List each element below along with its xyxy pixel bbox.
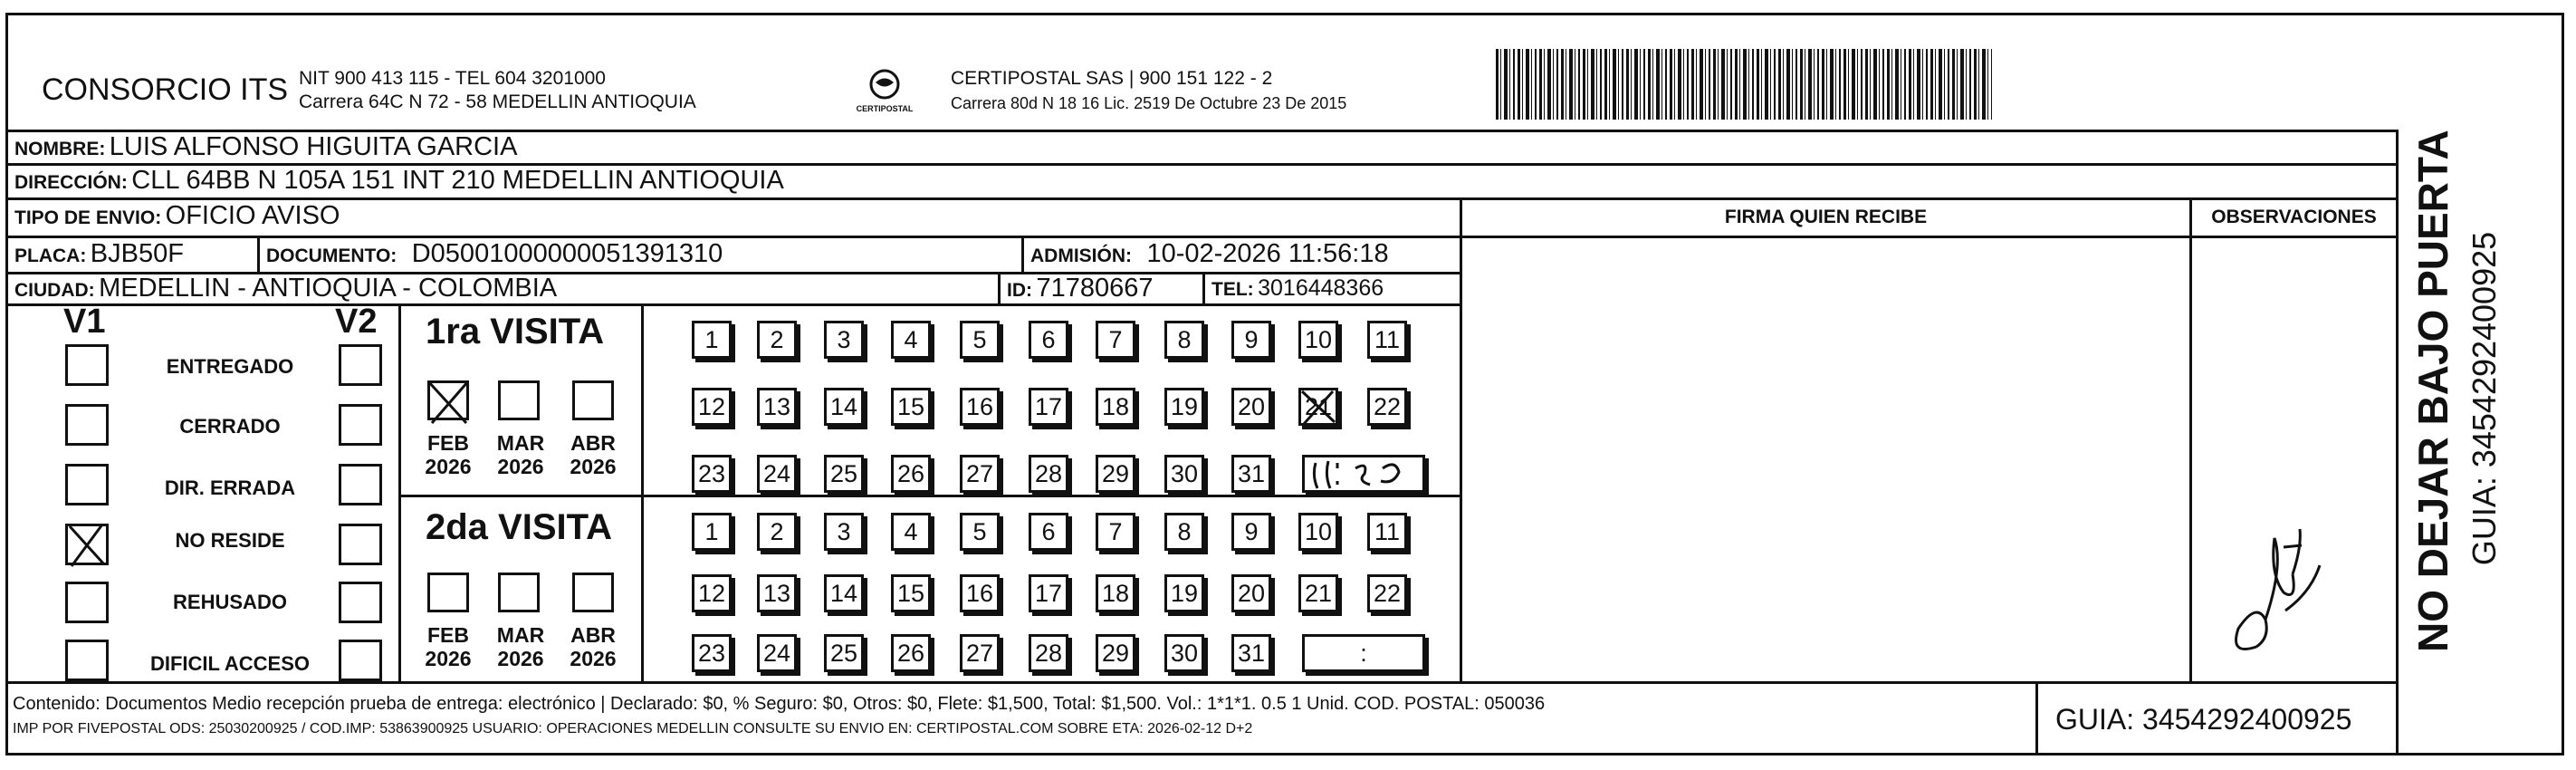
footer-line1: Contenido: Documentos Medio recepción prueba de entrega: electrónico | Declarado: $0, % Seguro: $0, Otros: $0, Flete: $1,500, Total: $1,500. Vol.: 1*1*1. 0.5 1 Unid. COD. POSTAL: 050036: [13, 694, 1546, 714]
company-name: CONSORCIO ITS: [42, 72, 289, 107]
v2-day-1[interactable]: 1: [692, 513, 732, 551]
status-dificil-acceso: DIFICIL ACCESO: [149, 652, 310, 675]
status-no-reside: NO RESIDE: [175, 529, 285, 552]
v1-month-feb: [417, 431, 480, 478]
v1-day-28[interactable]: 28: [1029, 455, 1068, 493]
v1-time-box[interactable]: [1302, 455, 1425, 493]
v1-day-4[interactable]: 4: [891, 321, 931, 359]
v1-feb-checkbox[interactable]: [427, 380, 469, 420]
v1-rehusado-checkbox[interactable]: [65, 582, 109, 623]
v1-day-10[interactable]: 10: [1298, 321, 1338, 359]
v2-day-6[interactable]: 6: [1029, 513, 1068, 551]
v2-day-26[interactable]: 26: [891, 634, 931, 672]
v1-day-19[interactable]: 19: [1164, 388, 1204, 426]
v1-day-15[interactable]: 15: [891, 388, 931, 426]
type-label: TIPO DE ENVIO:: [14, 207, 162, 228]
rule: [998, 272, 1001, 303]
month-label: FEB: [427, 431, 469, 455]
v2-dir-errada-checkbox[interactable]: [339, 464, 382, 505]
v1-mar-checkbox[interactable]: [498, 380, 540, 420]
v2-day-13[interactable]: 13: [757, 574, 797, 612]
v1-day-3[interactable]: 3: [824, 321, 864, 359]
v1-cerrado-checkbox[interactable]: [65, 404, 109, 446]
rule: [257, 236, 260, 272]
rule: [1202, 272, 1205, 303]
v2-day-21[interactable]: 21: [1298, 574, 1338, 612]
rule: [398, 303, 401, 681]
rule: [2189, 197, 2192, 681]
tel-row: [1211, 275, 1384, 302]
v1-day-22[interactable]: 22: [1367, 388, 1407, 426]
footer-line2: IMP POR FIVEPOSTAL ODS: 25030200925 / COD.IMP: 53863900925 USUARIO: OPERACIONES MEDELLIN CONSULTE SU ENVIO EN: CERTIPOSTAL.COM SOBRE ETA: 2026-02-12 D+2: [13, 721, 1253, 736]
v1-day-5[interactable]: 5: [960, 321, 1000, 359]
check-x-icon: [1298, 388, 1338, 426]
month-label: ABR: [570, 623, 616, 647]
name-label: NOMBRE:: [14, 139, 106, 159]
second-visit-title: 2da VISITA: [426, 507, 612, 547]
v2-day-12[interactable]: 12: [692, 574, 732, 612]
v2-day-31[interactable]: 31: [1231, 634, 1271, 672]
carrier-line1: CERTIPOSTAL SAS | 900 151 122 - 2: [951, 68, 1273, 89]
status-dir-errada: DIR. ERRADA: [164, 476, 296, 499]
v1-day-6[interactable]: 6: [1029, 321, 1068, 359]
year-label: 2026: [570, 647, 617, 670]
rule: [2396, 130, 2399, 756]
rule: [5, 197, 2396, 200]
v2-header: V2: [335, 303, 378, 341]
address-row: [14, 166, 784, 196]
v1-day-24[interactable]: 24: [757, 455, 797, 493]
v2-dificil-acceso-checkbox[interactable]: [339, 640, 382, 681]
rule: [1021, 236, 1024, 272]
document-row: [266, 239, 723, 269]
v2-day-8[interactable]: 8: [1164, 513, 1204, 551]
admission-row: [1030, 239, 1389, 269]
v2-day-25[interactable]: 25: [824, 634, 864, 672]
name-value: LUIS ALFONSO HIGUITA GARCIA: [109, 132, 518, 161]
v1-month-abr: [561, 431, 625, 478]
v2-day-7[interactable]: 7: [1096, 513, 1135, 551]
side-warning: NO DEJAR BAJO PUERTA: [2409, 130, 2456, 652]
v2-day-24[interactable]: 24: [757, 634, 797, 672]
v1-day-20[interactable]: 20: [1231, 388, 1271, 426]
first-visit-title: 1ra VISITA: [426, 312, 605, 351]
v2-no-reside-checkbox[interactable]: [339, 524, 382, 565]
v2-day-9[interactable]: 9: [1231, 513, 1271, 551]
v1-header: V1: [63, 303, 106, 341]
year-label: 2026: [425, 647, 472, 670]
side-warning-wrap: [2401, 130, 2465, 652]
id-label: ID:: [1007, 280, 1032, 301]
id-row: [1007, 274, 1153, 303]
v1-day-21[interactable]: 21: [1298, 388, 1338, 426]
v2-day-29[interactable]: 29: [1096, 634, 1135, 672]
v1-day-27[interactable]: 27: [960, 455, 1000, 493]
v2-day-27[interactable]: 27: [960, 634, 1000, 672]
v1-day-18[interactable]: 18: [1096, 388, 1135, 426]
v2-day-17[interactable]: 17: [1029, 574, 1068, 612]
v1-day-1[interactable]: 1: [692, 321, 732, 359]
v1-day-17[interactable]: 17: [1029, 388, 1068, 426]
plate-label: PLACA:: [14, 245, 87, 266]
v2-day-2[interactable]: 2: [757, 513, 797, 551]
year-label: 2026: [570, 455, 617, 478]
v2-day-20[interactable]: 20: [1231, 574, 1271, 612]
rule: [5, 236, 2396, 238]
v2-day-5[interactable]: 5: [960, 513, 1000, 551]
name-row: [14, 132, 517, 162]
handwritten-time-icon: [1305, 457, 1422, 492]
check-x-icon: [425, 378, 475, 427]
v2-day-14[interactable]: 14: [824, 574, 864, 612]
plate-value: BJB50F: [90, 239, 184, 268]
address-value: CLL 64BB N 105A 151 INT 210 MEDELLIN ANTIOQUIA: [131, 166, 784, 195]
v2-cerrado-checkbox[interactable]: [339, 404, 382, 446]
tel-label: TEL:: [1211, 279, 1254, 300]
v1-day-31[interactable]: 31: [1231, 455, 1271, 493]
v2-rehusado-checkbox[interactable]: [339, 582, 382, 623]
plate-row: [14, 239, 184, 269]
v1-day-23[interactable]: 23: [692, 455, 732, 493]
v1-day-12[interactable]: 12: [692, 388, 732, 426]
v2-feb-checkbox[interactable]: [427, 573, 469, 612]
v1-day-30[interactable]: 30: [1164, 455, 1204, 493]
v1-day-9[interactable]: 9: [1231, 321, 1271, 359]
v1-day-2[interactable]: 2: [757, 321, 797, 359]
v1-day-25[interactable]: 25: [824, 455, 864, 493]
year-label: 2026: [497, 455, 544, 478]
v1-entregado-checkbox[interactable]: [65, 344, 109, 386]
month-label: ABR: [570, 431, 616, 455]
v1-day-16[interactable]: 16: [960, 388, 1000, 426]
type-row: [14, 201, 340, 231]
v2-mar-checkbox[interactable]: [498, 573, 540, 612]
v2-entregado-checkbox[interactable]: [339, 344, 382, 386]
company-line2: Carrera 64C N 72 - 58 MEDELLIN ANTIOQUIA: [299, 91, 696, 112]
v1-day-8[interactable]: 8: [1164, 321, 1204, 359]
v1-day-26[interactable]: 26: [891, 455, 931, 493]
certipostal-logo: [855, 69, 915, 113]
status-entregado: ENTREGADO: [166, 355, 294, 378]
v1-abr-checkbox[interactable]: [572, 380, 614, 420]
rule: [1460, 197, 1462, 681]
v2-day-23[interactable]: 23: [692, 634, 732, 672]
city-label: CIUDAD:: [14, 280, 95, 301]
v2-day-30[interactable]: 30: [1164, 634, 1204, 672]
rule: [398, 495, 1461, 497]
v2-day-4[interactable]: 4: [891, 513, 931, 551]
side-guide-wrap: [2465, 163, 2504, 634]
v2-day-3[interactable]: 3: [824, 513, 864, 551]
status-cerrado: CERRADO: [179, 415, 281, 438]
observations-signature-icon: [2220, 511, 2329, 665]
logo-text: CERTIPOSTAL: [856, 104, 914, 113]
city-value: MEDELLIN - ANTIOQUIA - COLOMBIA: [99, 274, 558, 303]
rule: [2035, 681, 2038, 756]
year-label: 2026: [425, 455, 472, 478]
rule: [641, 303, 644, 681]
v1-no-reside-checkbox[interactable]: [65, 524, 109, 565]
check-x-icon: [64, 521, 111, 570]
v1-dir-errada-checkbox[interactable]: [65, 464, 109, 505]
v2-day-19[interactable]: 19: [1164, 574, 1204, 612]
certipostal-logo-icon: [867, 69, 903, 100]
status-rehusado: REHUSADO: [173, 591, 287, 613]
admission-label: ADMISIÓN:: [1030, 245, 1132, 266]
v1-day-14[interactable]: 14: [824, 388, 864, 426]
company-line1: NIT 900 413 115 - TEL 604 3201000: [299, 68, 606, 89]
city-row: [14, 274, 557, 303]
signature-header: FIRMA QUIEN RECIBE: [1724, 207, 1928, 227]
id-value: 71780667: [1036, 274, 1154, 303]
side-guide: GUIA: 3454292400925: [2466, 231, 2503, 566]
v2-month-abr: [561, 623, 625, 670]
v1-day-13[interactable]: 13: [757, 388, 797, 426]
carrier-line2: Carrera 80d N 18 16 Lic. 2519 De Octubre 23 De 2015: [951, 94, 1347, 112]
v2-day-16[interactable]: 16: [960, 574, 1000, 612]
address-label: DIRECCIÓN:: [14, 172, 128, 193]
observations-header: OBSERVACIONES: [2211, 207, 2377, 227]
v2-day-28[interactable]: 28: [1029, 634, 1068, 672]
v1-dificil-acceso-checkbox[interactable]: [65, 640, 109, 681]
tel-value: 3016448366: [1258, 275, 1384, 301]
v2-month-feb: [417, 623, 480, 670]
v2-day-18[interactable]: 18: [1096, 574, 1135, 612]
v1-month-mar: [489, 431, 552, 478]
form-frame: [5, 13, 2564, 756]
v1-day-7[interactable]: 7: [1096, 321, 1135, 359]
admission-value: 10-02-2026 11:56:18: [1146, 239, 1389, 268]
v2-day-15[interactable]: 15: [891, 574, 931, 612]
v2-abr-checkbox[interactable]: [572, 573, 614, 612]
month-label: MAR: [496, 431, 545, 455]
v2-time-box[interactable]: :: [1302, 634, 1425, 672]
year-label: 2026: [497, 647, 544, 670]
v2-day-10[interactable]: 10: [1298, 513, 1338, 551]
month-label: MAR: [496, 623, 545, 647]
document-value: D05001000000051391310: [411, 239, 723, 268]
v1-day-29[interactable]: 29: [1096, 455, 1135, 493]
v2-day-22[interactable]: 22: [1367, 574, 1407, 612]
document-label: DOCUMENTO:: [266, 245, 397, 266]
type-value: OFICIO AVISO: [165, 201, 340, 230]
footer-guide: GUIA: 3454292400925: [2055, 703, 2352, 736]
v1-day-11[interactable]: 11: [1367, 321, 1407, 359]
v2-month-mar: [489, 623, 552, 670]
v2-day-11[interactable]: 11: [1367, 513, 1407, 551]
barcode: [1496, 49, 1992, 120]
rule: [5, 303, 1461, 306]
month-label: FEB: [427, 623, 469, 647]
